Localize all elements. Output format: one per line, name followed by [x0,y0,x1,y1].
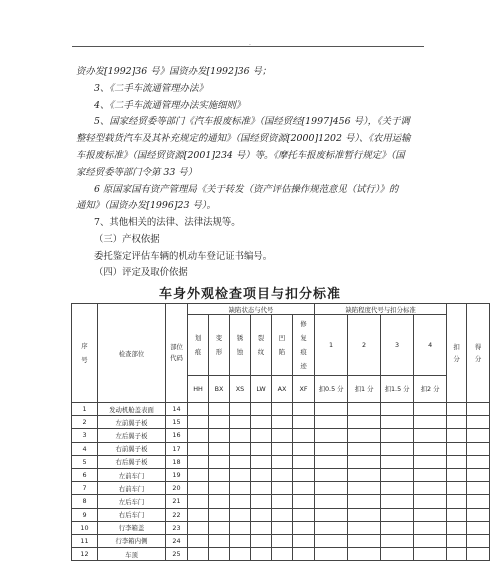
row-empty-cell [293,482,315,495]
row-empty-cell [293,508,315,521]
paragraph-9: 通知》（国资办发[1996]23 号）。 [76,200,216,211]
row-empty-cell [315,508,348,521]
header-defect-deform: 变形 [209,315,230,376]
row-empty-cell [414,403,447,416]
row-item: 右后翼子板 [98,455,166,468]
table-row [72,495,490,508]
row-empty-cell [467,482,490,495]
paragraph-13: （四）评定及取价依据 [94,267,188,278]
code-ax: AX [272,376,293,403]
table-row [72,482,490,495]
row-empty-cell [272,442,293,455]
row-empty-cell [293,468,315,481]
row-empty-cell [348,548,381,561]
row-empty-cell [414,429,447,442]
row-empty-cell [381,534,414,547]
row-item: 右前翼子板 [98,442,166,455]
code-hh: HH [188,376,209,403]
row-empty-cell [209,548,230,561]
row-empty-cell [251,455,272,468]
row-empty-cell [209,416,230,429]
row-item: 发动机舱盖表面 [98,403,166,416]
row-empty-cell [251,495,272,508]
row-empty-cell [230,429,251,442]
row-empty-cell [272,534,293,547]
row-empty-cell [348,495,381,508]
row-empty-cell [272,495,293,508]
row-empty-cell [188,416,209,429]
row-empty-cell [467,495,490,508]
row-empty-cell [272,508,293,521]
points-degree-1: 扣0.5 分 [315,376,348,403]
row-empty-cell [381,495,414,508]
row-item: 左前翼子板 [98,416,166,429]
row-empty-cell [209,468,230,481]
row-empty-cell [188,482,209,495]
row-seq: 7 [72,482,98,495]
code-lw: LW [251,376,272,403]
table-row [72,429,490,442]
row-empty-cell [188,442,209,455]
row-empty-cell [447,508,467,521]
header-score: 得分 [467,304,490,403]
row-empty-cell [230,534,251,547]
row-empty-cell [414,455,447,468]
row-empty-cell [315,548,348,561]
points-degree-3: 扣1.5 分 [381,376,414,403]
row-empty-cell [467,403,490,416]
row-code: 17 [166,442,188,455]
row-empty-cell [447,534,467,547]
row-empty-cell [293,534,315,547]
code-xs: XS [230,376,251,403]
row-code: 25 [166,548,188,561]
row-seq: 12 [72,548,98,561]
row-empty-cell [188,429,209,442]
row-empty-cell [230,495,251,508]
row-empty-cell [348,482,381,495]
row-empty-cell [230,482,251,495]
row-seq: 5 [72,455,98,468]
row-empty-cell [188,403,209,416]
row-empty-cell [447,403,467,416]
header-degree-group: 缺陷程度代号与扣分标准 [315,304,447,315]
row-empty-cell [293,548,315,561]
row-empty-cell [272,482,293,495]
row-code: 22 [166,508,188,521]
row-empty-cell [447,521,467,534]
row-empty-cell [188,495,209,508]
row-empty-cell [293,429,315,442]
header-code: 部位代码 [166,304,188,403]
row-empty-cell [348,429,381,442]
row-empty-cell [315,482,348,495]
page-mark: . [249,40,251,47]
header-degree-4: 4 [414,315,447,376]
row-empty-cell [188,508,209,521]
row-empty-cell [348,508,381,521]
row-empty-cell [467,455,490,468]
row-empty-cell [188,521,209,534]
row-code: 19 [166,468,188,481]
row-empty-cell [272,429,293,442]
row-seq: 11 [72,534,98,547]
header-defect-dent: 凹陷 [272,315,293,376]
inspection-table [71,303,490,561]
row-empty-cell [209,403,230,416]
row-empty-cell [188,468,209,481]
row-empty-cell [381,508,414,521]
row-code: 21 [166,495,188,508]
table-row [72,534,490,547]
row-empty-cell [188,548,209,561]
header-defect-repair: 修复痕迹 [293,315,315,376]
row-empty-cell [251,521,272,534]
row-empty-cell [251,416,272,429]
row-empty-cell [230,442,251,455]
row-empty-cell [293,455,315,468]
row-empty-cell [251,508,272,521]
row-code: 23 [166,521,188,534]
row-empty-cell [209,482,230,495]
row-empty-cell [251,403,272,416]
paragraph-2: 3、《二手车流通管理办法》 [94,83,208,94]
row-empty-cell [467,534,490,547]
row-empty-cell [414,468,447,481]
row-empty-cell [414,508,447,521]
row-empty-cell [293,403,315,416]
row-empty-cell [209,429,230,442]
row-empty-cell [209,508,230,521]
table-row [72,468,490,481]
row-empty-cell [381,403,414,416]
paragraph-7: 家经贸委等部门令第 33 号） [76,167,198,178]
paragraph-5: 整轻型载货汽车及其补充规定的通知》（国经贸资源[2000]1202 号）、《农用运输 [76,133,411,144]
row-code: 15 [166,416,188,429]
points-degree-4: 扣2 分 [414,376,447,403]
row-item: 行李箱内侧 [98,534,166,547]
header-item: 检查部位 [98,304,166,403]
row-empty-cell [188,534,209,547]
table-row [72,455,490,468]
row-empty-cell [315,468,348,481]
header-deduct: 扣分 [447,304,467,403]
paragraph-8: 6 原国家国有资产管理局《关于转发（资产评估操作规范意见（试行）》的 [94,184,399,195]
row-empty-cell [447,495,467,508]
row-item: 右后车门 [98,508,166,521]
row-empty-cell [414,442,447,455]
code-bx: BX [209,376,230,403]
paragraph-11: （三）产权依据 [94,234,160,245]
row-empty-cell [293,442,315,455]
row-empty-cell [315,416,348,429]
row-empty-cell [315,495,348,508]
row-empty-cell [348,534,381,547]
row-empty-cell [447,429,467,442]
row-empty-cell [467,468,490,481]
row-seq: 10 [72,521,98,534]
row-empty-cell [414,495,447,508]
row-empty-cell [230,548,251,561]
row-empty-cell [447,468,467,481]
paragraph-12: 委托鉴定评估车辆的机动车登记证书编号。 [94,251,273,262]
row-empty-cell [447,416,467,429]
row-seq: 2 [72,416,98,429]
row-seq: 1 [72,403,98,416]
row-item: 车顶 [98,548,166,561]
row-empty-cell [414,548,447,561]
row-code: 18 [166,455,188,468]
row-empty-cell [381,416,414,429]
header-defect-scratch: 划痕 [188,315,209,376]
row-empty-cell [272,403,293,416]
row-code: 14 [166,403,188,416]
row-code: 20 [166,482,188,495]
row-empty-cell [315,442,348,455]
row-empty-cell [293,416,315,429]
points-degree-2: 扣1 分 [348,376,381,403]
table-row [72,521,490,534]
header-seq: 序号 [72,304,98,403]
row-empty-cell [251,548,272,561]
row-empty-cell [467,548,490,561]
table-row [72,403,490,416]
row-empty-cell [272,416,293,429]
header-defect-group: 缺陷状态与代号 [188,304,315,315]
table-row [72,548,490,561]
row-empty-cell [293,495,315,508]
row-item: 左前车门 [98,468,166,481]
row-empty-cell [348,455,381,468]
row-seq: 8 [72,495,98,508]
table-title: 车身外观检查项目与扣分标准 [158,287,341,302]
row-empty-cell [414,482,447,495]
row-empty-cell [381,482,414,495]
table-row [72,508,490,521]
row-item: 左后翼子板 [98,429,166,442]
row-empty-cell [209,455,230,468]
row-empty-cell [447,548,467,561]
row-empty-cell [315,521,348,534]
row-empty-cell [272,468,293,481]
row-empty-cell [414,534,447,547]
row-empty-cell [251,534,272,547]
row-seq: 4 [72,442,98,455]
row-empty-cell [272,521,293,534]
paragraph-4: 5、国家经贸委等部门《汽车报废标准》（国经贸经[1997]456 号），《关于调 [94,116,410,127]
row-code: 16 [166,429,188,442]
header-defect-rust: 锈蚀 [230,315,251,376]
header-degree-2: 2 [348,315,381,376]
row-empty-cell [293,521,315,534]
row-empty-cell [381,521,414,534]
row-empty-cell [272,548,293,561]
paragraph-10: 7、其他相关的法律、法律法规等。 [94,217,241,228]
code-xf: XF [293,376,315,403]
row-item: 右前车门 [98,482,166,495]
paragraph-6: 车报废标准》（国经贸资源[2001]234 号）等。《摩托车报废标准暂行规定》（国 [76,150,405,161]
row-empty-cell [447,442,467,455]
row-empty-cell [209,521,230,534]
row-empty-cell [348,521,381,534]
row-empty-cell [251,442,272,455]
row-empty-cell [209,442,230,455]
header-degree-3: 3 [381,315,414,376]
row-empty-cell [348,468,381,481]
row-empty-cell [230,468,251,481]
header-defect-crack: 裂纹 [251,315,272,376]
row-empty-cell [467,429,490,442]
header-rule [72,46,424,47]
row-empty-cell [315,455,348,468]
table-row [72,442,490,455]
row-empty-cell [272,455,293,468]
row-empty-cell [230,508,251,521]
row-seq: 6 [72,468,98,481]
header-degree-1: 1 [315,315,348,376]
row-code: 24 [166,534,188,547]
row-empty-cell [447,455,467,468]
row-empty-cell [381,468,414,481]
row-item: 行李箱盖 [98,521,166,534]
row-empty-cell [315,403,348,416]
paragraph-3: 4、《二手车流通管理办法实施细则》 [94,100,246,111]
row-empty-cell [230,416,251,429]
paragraph-1: 资办发[1992]36 号》国资办发[1992]36 号； [76,66,272,77]
row-empty-cell [315,429,348,442]
row-empty-cell [467,442,490,455]
row-empty-cell [315,534,348,547]
row-empty-cell [348,416,381,429]
row-item: 左后车门 [98,495,166,508]
row-empty-cell [251,429,272,442]
row-empty-cell [209,534,230,547]
row-empty-cell [447,482,467,495]
table-row [72,416,490,429]
row-empty-cell [209,495,230,508]
row-empty-cell [251,482,272,495]
row-empty-cell [230,521,251,534]
row-empty-cell [230,455,251,468]
row-empty-cell [467,508,490,521]
row-empty-cell [348,403,381,416]
row-empty-cell [251,468,272,481]
row-empty-cell [381,442,414,455]
row-empty-cell [414,521,447,534]
row-seq: 3 [72,429,98,442]
row-empty-cell [381,548,414,561]
row-empty-cell [467,521,490,534]
row-empty-cell [414,416,447,429]
row-seq: 9 [72,508,98,521]
row-empty-cell [381,455,414,468]
row-empty-cell [230,403,251,416]
row-empty-cell [467,416,490,429]
row-empty-cell [381,429,414,442]
row-empty-cell [188,455,209,468]
row-empty-cell [348,442,381,455]
